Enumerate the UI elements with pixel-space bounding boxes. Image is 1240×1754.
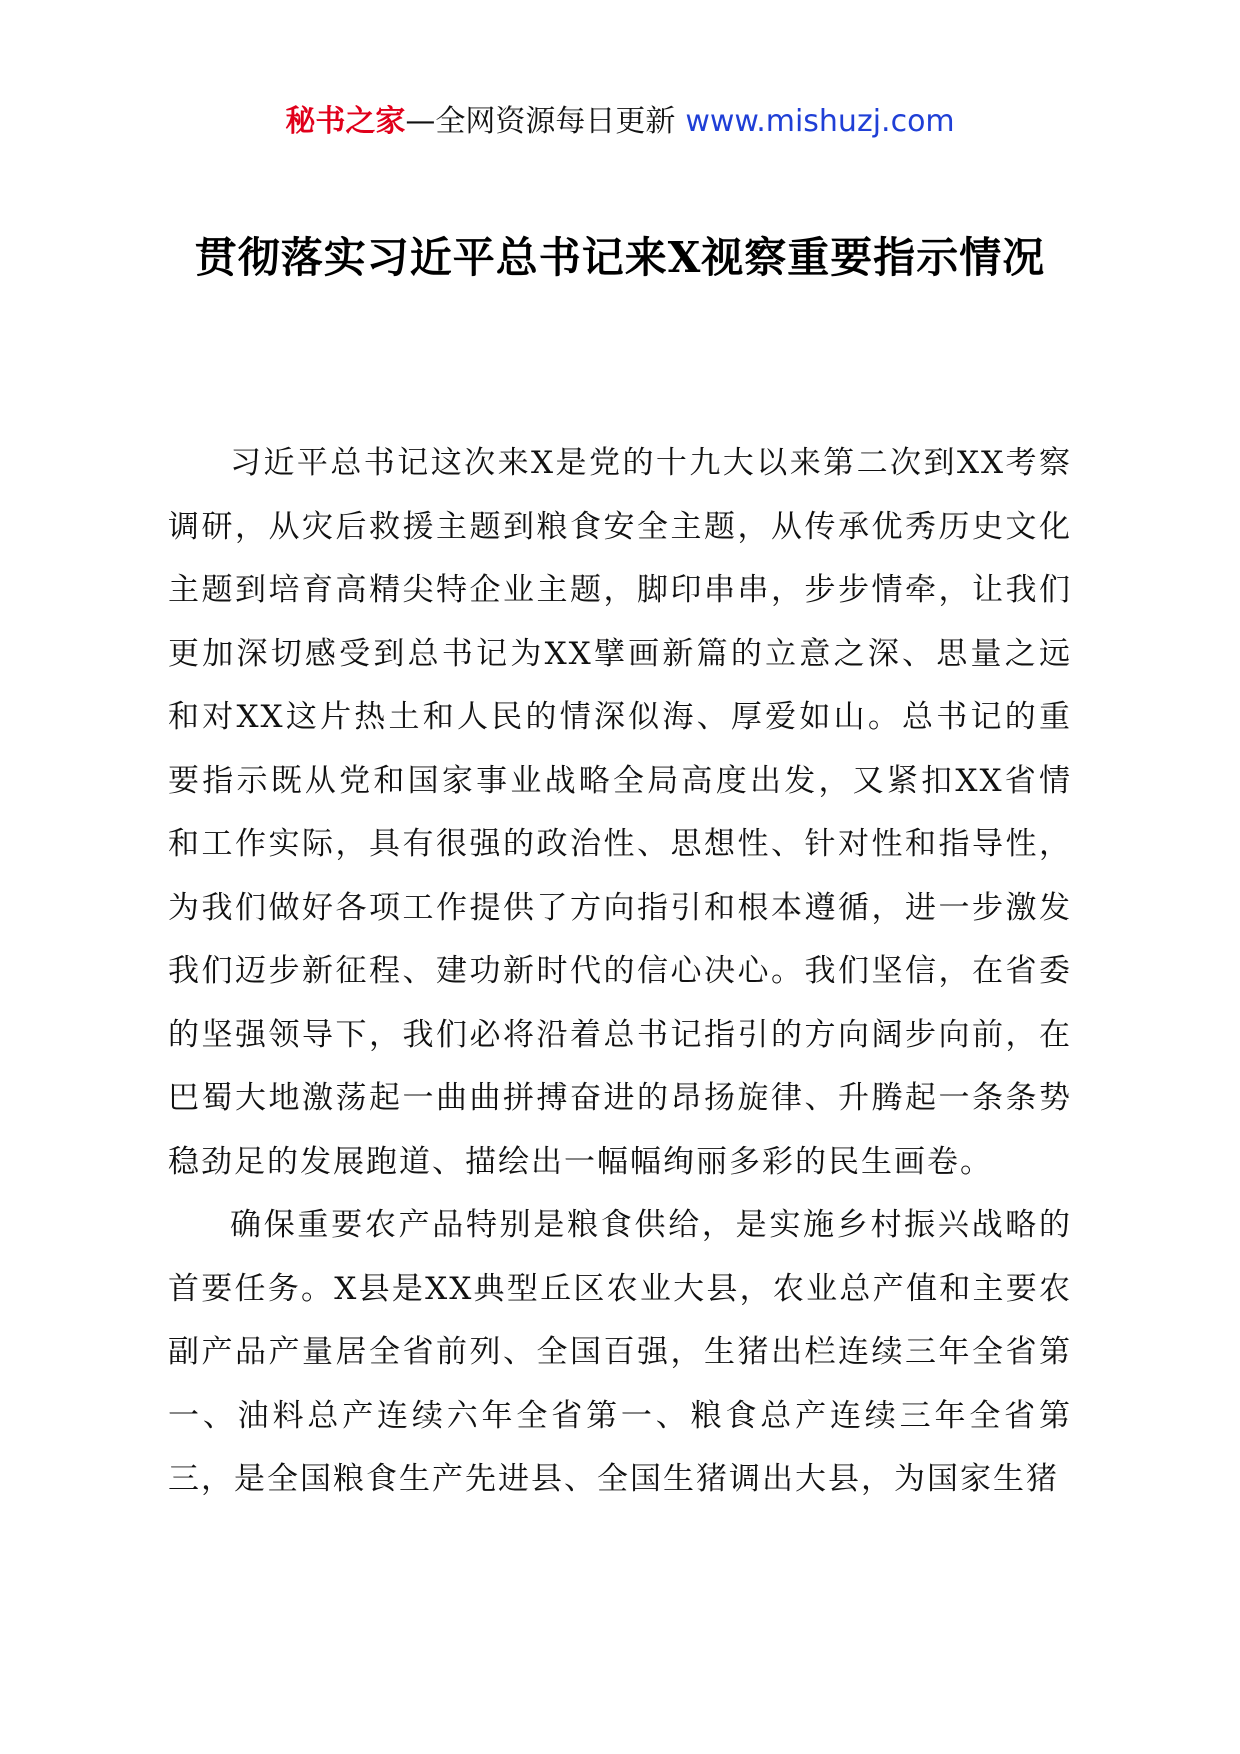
paragraph-2: 确保重要农产品特别是粮食供给，是实施乡村振兴战略的首要任务。X县是XX典型丘区农业大县，农业总产值和主要农副产品产量居全省前列、全国百强，生猪出栏连续三年全省第一、油料总产连续六年全省第一、粮食总产连续三年全省第三，是全国粮食生产先进县、全国生猪调出大县，为国家生猪 [168,1207,1072,1497]
document-body [168,432,1072,1512]
site-brand: 秘书之家 [285,104,406,139]
paragraph-1: 习近平总书记这次来X是党的十九大以来第二次到XX考察调研，从灾后救援主题到粮食安全主题，从传承优秀历史文化主题到培育高精尖特企业主题，脚印串串，步步情牵，让我们更加深切感受到总书记为XX擘画新篇的立意之深、思量之远和对XX这片热土和人民的情深似海、厚爱如山。总书记的重要指示既从党和国家事业战略全局高度出发，又紧扣XX省情和工作实际，具有很强的政治性、思想性、针对性和指导性，为我们做好各项工作提供了方向指引和根本遵循，进一步激发我们迈步新征程、建功新时代的信心决心。我们坚信，在省委的坚强领导下，我们必将沿着总书记指引的方向阔步向前，在巴蜀大地激荡起一曲曲拼搏奋进的昂扬旋律、升腾起一条条势稳劲足的发展跑道、描绘出一幅幅绚丽多彩的民生画卷。 [168,445,1072,1180]
site-url-link[interactable]: www.mishuzj.com [685,104,955,139]
document-title: 贯彻落实习近平总书记来X视察重要指示情况 [194,233,1046,282]
site-header [0,98,1240,146]
site-tagline: —全网资源每日更新 [405,104,676,139]
